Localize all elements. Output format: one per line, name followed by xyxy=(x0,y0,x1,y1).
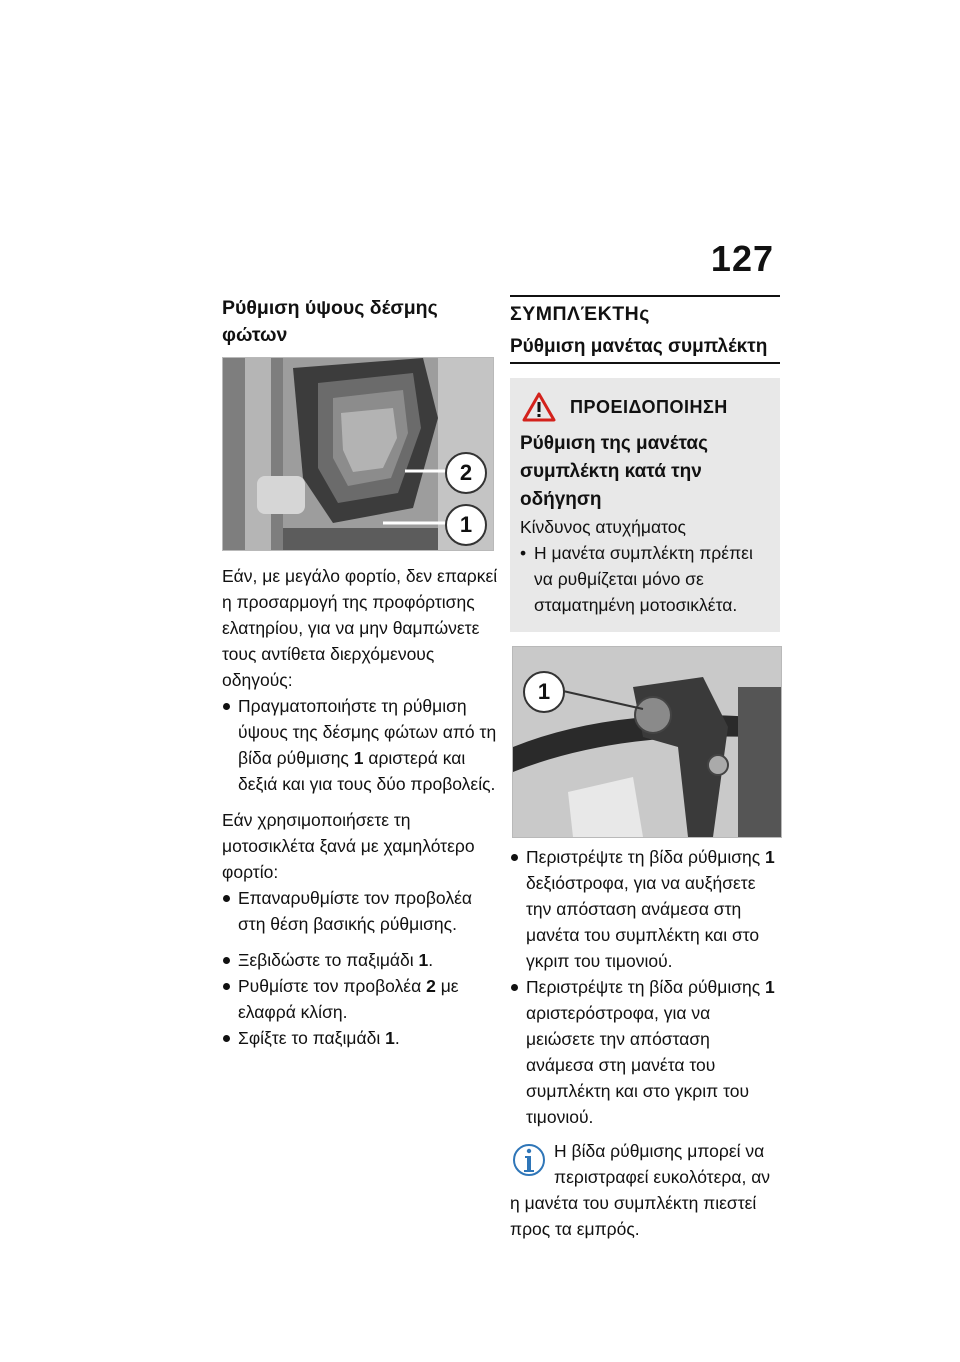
intro-paragraph: Εάν, με μεγάλο φορτίο, δεν επαρκεί η προσαρμογή της προφόρτισης ελατηρίου, για να μην θαμπώνετε τους αντίθετα διερχόμενους οδηγούς: xyxy=(222,566,498,690)
bullet-text: Σφίξτε το παξιμάδι xyxy=(238,1028,386,1048)
headlight-figure xyxy=(222,357,494,551)
warning-title: Ρύθμιση της μανέτας συμπλέκτη κατά την οδήγηση xyxy=(520,433,708,510)
warning-box xyxy=(510,378,780,632)
section-rule xyxy=(510,295,780,297)
ref-number: 1 xyxy=(418,950,429,970)
warning-list xyxy=(520,540,770,618)
list-item: • Η μανέτα συμπλέκτη πρέπει να ρυθμίζεται μόνο σε σταματημένη μοτοσικλέτα. xyxy=(520,540,770,618)
ref-number: 2 xyxy=(426,976,436,996)
bullet-text: . xyxy=(428,950,434,970)
callout-1-label: 1 xyxy=(537,679,551,704)
ref-number: 1 xyxy=(385,1028,395,1048)
callout-1-label: 1 xyxy=(459,512,473,537)
subheading-rule xyxy=(510,362,780,364)
bullet-text: Πραγματοποιήστε τη ρύθμιση ύψους της δέσμης φώτων από τη βίδα ρύθμισης xyxy=(238,696,497,768)
bullet-text: Περιστρέψτε τη βίδα ρύθμισης xyxy=(526,847,766,867)
left-column xyxy=(222,295,500,1051)
callout-2-label: 2 xyxy=(459,460,473,485)
warning-label: ΠΡΟΕΙΔΟΠΟΙΗΣΗ xyxy=(570,396,728,417)
subheading-clutch-lever: Ρύθμιση μανέτας συμπλέκτη xyxy=(510,336,768,357)
bullet-text: Ξεβιδώστε το παξιμάδι xyxy=(238,950,419,970)
list-item xyxy=(222,973,500,1025)
page-number: 127 xyxy=(710,238,774,279)
list-item xyxy=(510,974,780,1130)
bullet-text: με ελαφρά κλίση. xyxy=(238,976,459,1022)
bullet-text: Ρυθμίστε τον προβολέα xyxy=(238,976,427,996)
right-column xyxy=(510,295,780,1242)
callout-1 xyxy=(523,671,565,713)
headlight-steps-2 xyxy=(222,885,500,937)
list-item xyxy=(222,947,500,973)
headlight-steps-1 xyxy=(222,693,500,797)
clutch-lever-figure xyxy=(512,646,782,838)
warning-triangle-icon xyxy=(522,392,556,422)
headlight-steps-3 xyxy=(222,947,500,1051)
callout-2 xyxy=(445,452,487,494)
ref-number: 1 xyxy=(765,977,775,997)
reduced-load-paragraph: Εάν χρησιμοποιήσετε τη μοτοσικλέτα ξανά με χαμηλότερο φορτίο: xyxy=(222,810,475,882)
bullet-text: . xyxy=(394,1028,400,1048)
callout-1 xyxy=(445,504,487,546)
section-title-clutch: ΣΥΜΠΛΈΚΤΗς xyxy=(510,303,650,325)
bullet-text: δεξιόστροφα, για να αυξήσετε την απόσταση ανάμεσα στη μανέτα του συμπλέκτη και στο γκριπ του τιμονιού. xyxy=(526,873,760,971)
section-heading-headlight: Ρύθμιση ύψους δέσμης φώτων xyxy=(222,297,438,346)
clutch-steps xyxy=(510,844,780,1130)
info-note xyxy=(510,1138,780,1242)
list-item xyxy=(222,1025,500,1051)
list-item xyxy=(510,844,780,974)
list-item: Επαναρυθμίστε τον προβολέα στη θέση βασικής ρύθμισης. xyxy=(222,885,500,937)
warning-risk: Κίνδυνος ατυχήματος xyxy=(520,517,686,537)
warning-header xyxy=(520,392,770,422)
bullet-text: Περιστρέψτε τη βίδα ρύθμισης xyxy=(526,977,766,997)
list-item xyxy=(222,693,500,797)
ref-number: 1 xyxy=(353,748,364,768)
bullet-text: αριστερόστροφα, για να μειώσετε την απόσταση ανάμεσα στη μανέτα του συμπλέκτη και στο γκριπ του τιμονιού. xyxy=(526,1003,750,1127)
info-note-icon xyxy=(510,1138,548,1182)
bullet-text: αριστερά και δεξιά και για τους δύο προβολείς. xyxy=(238,748,496,794)
ref-number: 1 xyxy=(765,847,775,867)
note-text: Η βίδα ρύθμισης μπορεί να περιστραφεί ευκολότερα, αν η μανέτα του συμπλέκτη πιεστεί προς τα εμπρός. xyxy=(510,1141,771,1239)
